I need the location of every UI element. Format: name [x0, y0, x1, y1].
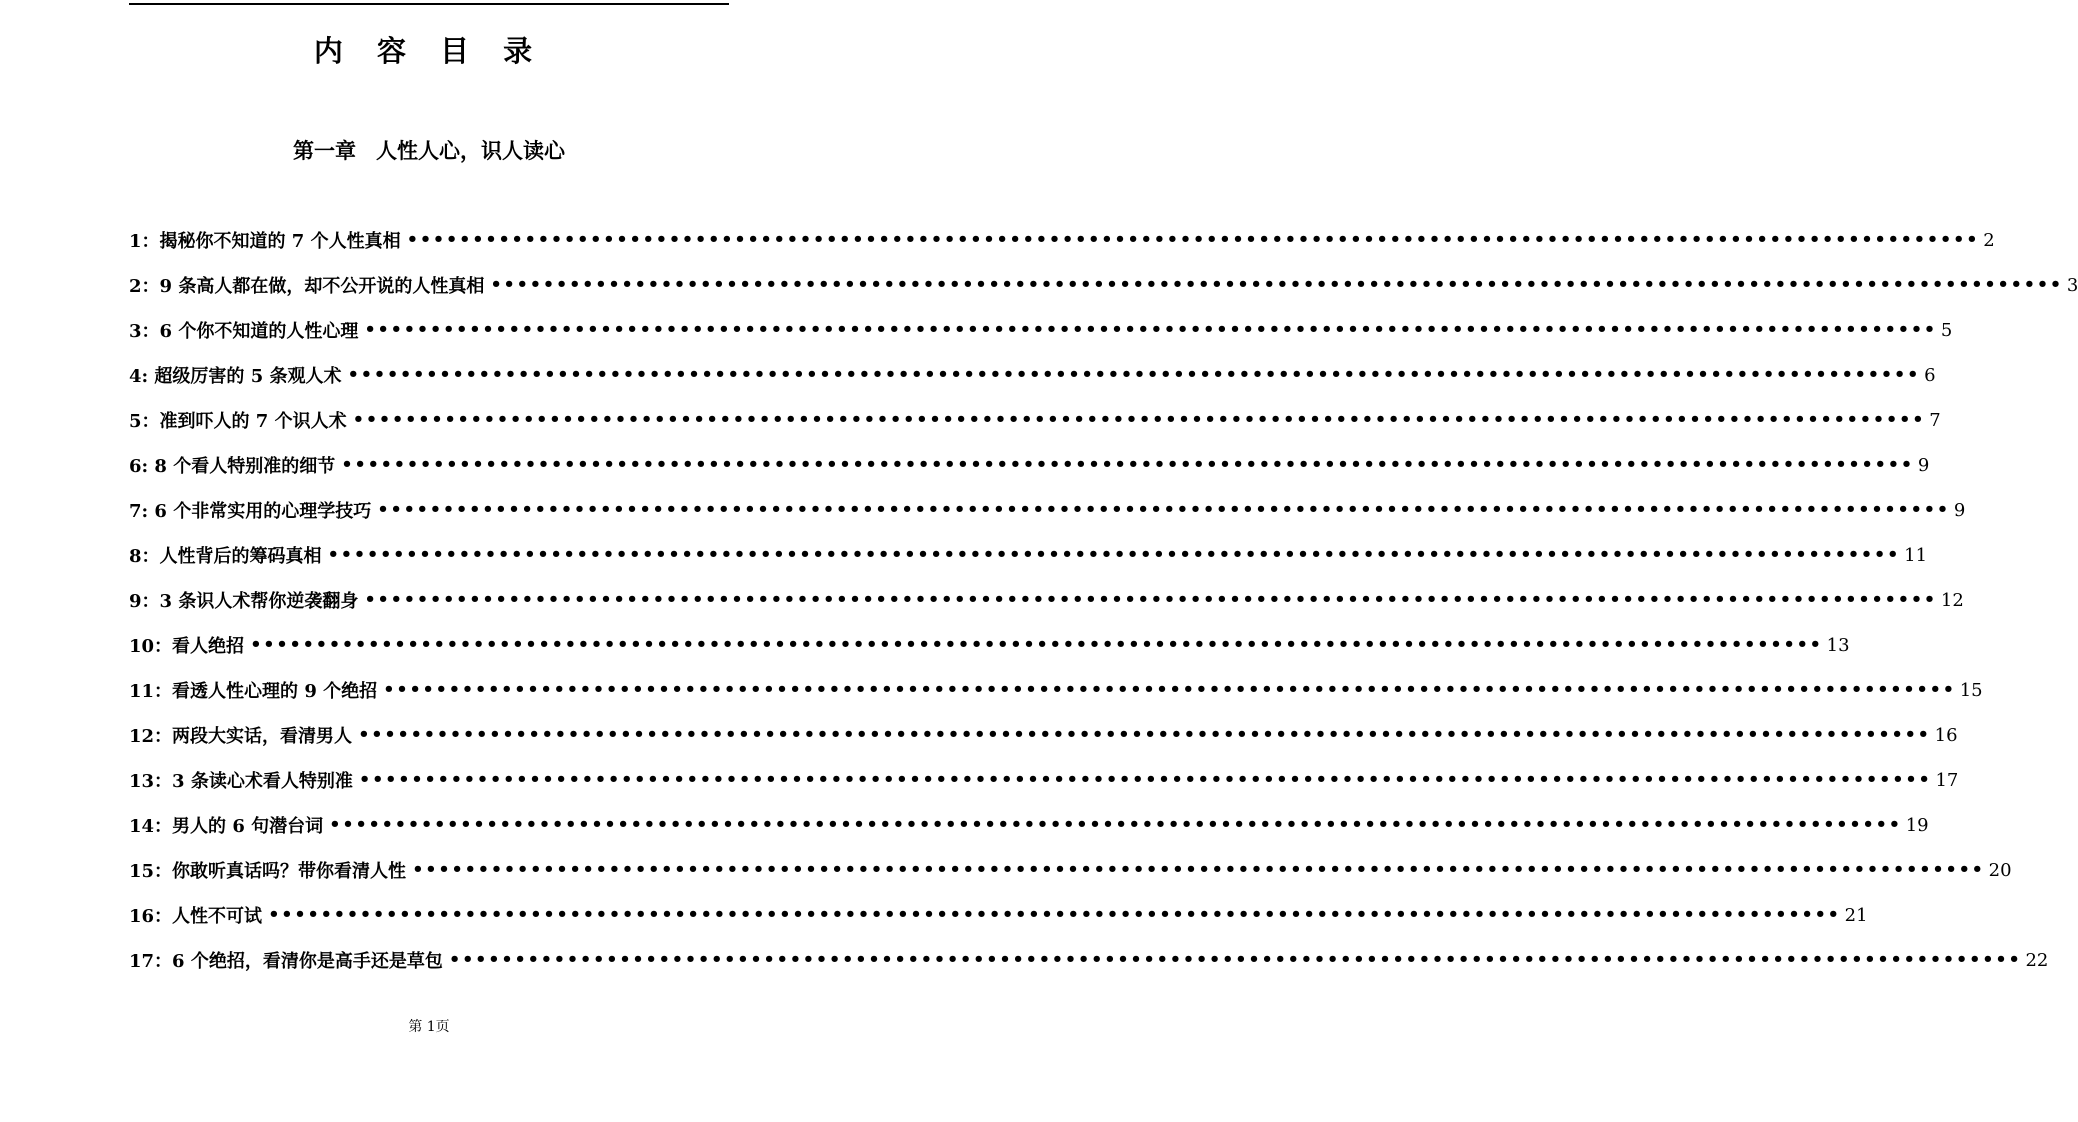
- toc-entry-title: 8：人性背后的筹码真相: [129, 546, 322, 567]
- dot-leader: ••••••••••••••••••••••••••••••••••••••••••••••••••••••••••••••••••••••••••••••••••••••••••••••••••••••••••••••••••••••••: [341, 454, 1914, 475]
- dot-leader: ••••••••••••••••••••••••••••••••••••••••••••••••••••••••••••••••••••••••••••••••••••••••••••••••••••••••••••••••••••••••: [490, 274, 2063, 295]
- toc-entry-page-number: 20: [1988, 859, 2012, 881]
- toc-entry[interactable]: [129, 312, 1953, 348]
- dot-leader: ••••••••••••••••••••••••••••••••••••••••••••••••••••••••••••••••••••••••••••••••••••••••••••••••••••••••••••••••••••••••: [268, 904, 1841, 925]
- toc-entry-page-number: 9: [1917, 454, 1930, 476]
- dot-leader: ••••••••••••••••••••••••••••••••••••••••••••••••••••••••••••••••••••••••••••••••••••••••••••••••••••••••••••••••••••••••: [364, 589, 1937, 610]
- toc-entry[interactable]: [129, 897, 1868, 933]
- dot-leader: ••••••••••••••••••••••••••••••••••••••••••••••••••••••••••••••••••••••••••••••••••••••••••••••••••••••••••••••••••••••••: [329, 814, 1902, 835]
- dot-leader: ••••••••••••••••••••••••••••••••••••••••••••••••••••••••••••••••••••••••••••••••••••••••••••••••••••••••••••••••••••••••: [406, 229, 1980, 250]
- chapter-number: 第一章: [293, 139, 356, 163]
- toc-entry-title: 12：两段大实话，看清男人: [129, 726, 353, 747]
- dot-leader: ••••••••••••••••••••••••••••••••••••••••••••••••••••••••••••••••••••••••••••••••••••••••••••••••••••••••••••••••••••••••: [448, 949, 2022, 970]
- dot-leader: ••••••••••••••••••••••••••••••••••••••••••••••••••••••••••••••••••••••••••••••••••••••••••••••••••••••••••••••••••••••••: [412, 859, 1985, 880]
- toc-entry[interactable]: [129, 852, 2012, 888]
- toc-entry-title: 15：你敢听真话吗？带你看清人性: [129, 861, 407, 882]
- page-footer: 第 1页: [408, 1019, 450, 1035]
- toc-entry-page-number: 9: [1953, 499, 1966, 521]
- chapter-heading: [129, 131, 729, 171]
- dot-leader: ••••••••••••••••••••••••••••••••••••••••••••••••••••••••••••••••••••••••••••••••••••••••••••••••••••••••••••••••••••••••: [250, 634, 1823, 655]
- toc-entry[interactable]: [129, 627, 1850, 663]
- toc-entry-page-number: 12: [1940, 589, 1964, 611]
- dot-leader: ••••••••••••••••••••••••••••••••••••••••••••••••••••••••••••••••••••••••••••••••••••••••••••••••••••••••••••••••••••••••: [347, 364, 1921, 385]
- toc-entry[interactable]: [129, 717, 1958, 753]
- toc-entry-title: 14：男人的 6 句潜台词: [129, 816, 324, 837]
- toc-entry[interactable]: [129, 357, 1936, 393]
- toc-entry-page-number: 2: [1983, 229, 1995, 251]
- dot-leader: ••••••••••••••••••••••••••••••••••••••••••••••••••••••••••••••••••••••••••••••••••••••••••••••••••••••••••••••••••••••••: [327, 544, 1901, 565]
- toc-entry[interactable]: [129, 762, 1959, 798]
- toc-entry[interactable]: [129, 807, 1929, 843]
- toc-entry-title: 10：看人绝招: [129, 636, 245, 657]
- toc-entry-page-number: 5: [1940, 319, 1953, 341]
- toc-entry-page-number: 21: [1844, 904, 1868, 926]
- toc-entry-title: 7: 6 个非常实用的心理学技巧: [129, 501, 372, 522]
- toc-entry-page-number: 11: [1904, 544, 1928, 566]
- toc-entry-page-number: 17: [1935, 769, 1959, 791]
- toc-entry-title: 6: 8 个看人特别准的细节: [129, 456, 336, 477]
- toc-entry[interactable]: [129, 447, 1930, 483]
- dot-leader: ••••••••••••••••••••••••••••••••••••••••••••••••••••••••••••••••••••••••••••••••••••••••••••••••••••••••••••••••••••••••: [358, 724, 1931, 745]
- dot-leader: ••••••••••••••••••••••••••••••••••••••••••••••••••••••••••••••••••••••••••••••••••••••••••••••••••••••••••••••••••••••••: [383, 679, 1956, 700]
- toc-entry[interactable]: [129, 402, 1941, 438]
- top-rule: [129, 3, 729, 5]
- toc-entry[interactable]: [129, 672, 1983, 708]
- dot-leader: ••••••••••••••••••••••••••••••••••••••••••••••••••••••••••••••••••••••••••••••••••••••••••••••••••••••••••••••••••••••••: [358, 769, 1932, 790]
- toc-entry[interactable]: [129, 942, 2049, 978]
- toc-entry-page-number: 13: [1826, 634, 1850, 656]
- toc-entry-page-number: 3: [2066, 274, 2078, 296]
- toc-entry[interactable]: [129, 582, 1964, 618]
- toc-entry-title: 2：9 条高人都在做，却不公开说的人性真相: [129, 276, 485, 297]
- toc-entry-page-number: 15: [1959, 679, 1983, 701]
- toc-entry-page-number: 16: [1934, 724, 1958, 746]
- dot-leader: ••••••••••••••••••••••••••••••••••••••••••••••••••••••••••••••••••••••••••••••••••••••••••••••••••••••••••••••••••••••••: [377, 499, 1950, 520]
- toc-entry-page-number: 19: [1905, 814, 1929, 836]
- chapter-title: 人性人心，识人读心: [376, 139, 565, 163]
- dot-leader: ••••••••••••••••••••••••••••••••••••••••••••••••••••••••••••••••••••••••••••••••••••••••••••••••••••••••••••••••••••••••: [352, 409, 1926, 430]
- toc-entry[interactable]: [129, 492, 1966, 528]
- toc-entry[interactable]: [129, 267, 2078, 303]
- toc-entry-page-number: 6: [1924, 364, 1936, 386]
- toc-entry-title: 11：看透人性心理的 9 个绝招: [129, 681, 378, 702]
- toc-entry-title: 17：6 个绝招，看清你是高手还是草包: [129, 951, 443, 972]
- toc-entry[interactable]: [129, 222, 1995, 258]
- toc-list: [129, 222, 2078, 987]
- dot-leader: ••••••••••••••••••••••••••••••••••••••••••••••••••••••••••••••••••••••••••••••••••••••••••••••••••••••••••••••••••••••••: [364, 319, 1937, 340]
- toc-entry-title: 16：人性不可试: [129, 906, 263, 927]
- toc-entry-title: 5：准到吓人的 7 个识人术: [129, 411, 347, 432]
- toc-entry-title: 4: 超级厉害的 5 条观人术: [129, 366, 342, 387]
- toc-entry-title: 1：揭秘你不知道的 7 个人性真相: [129, 231, 401, 252]
- toc-entry[interactable]: [129, 537, 1928, 573]
- toc-entry-page-number: 7: [1929, 409, 1941, 431]
- document-title: 内 容 目 录: [313, 34, 545, 68]
- toc-entry-title: 13：3 条读心术看人特别准: [129, 771, 353, 792]
- toc-entry-title: 9：3 条识人术帮你逆袭翻身: [129, 591, 359, 612]
- toc-entry-title: 3：6 个你不知道的人性心理: [129, 321, 359, 342]
- toc-entry-page-number: 22: [2025, 949, 2049, 971]
